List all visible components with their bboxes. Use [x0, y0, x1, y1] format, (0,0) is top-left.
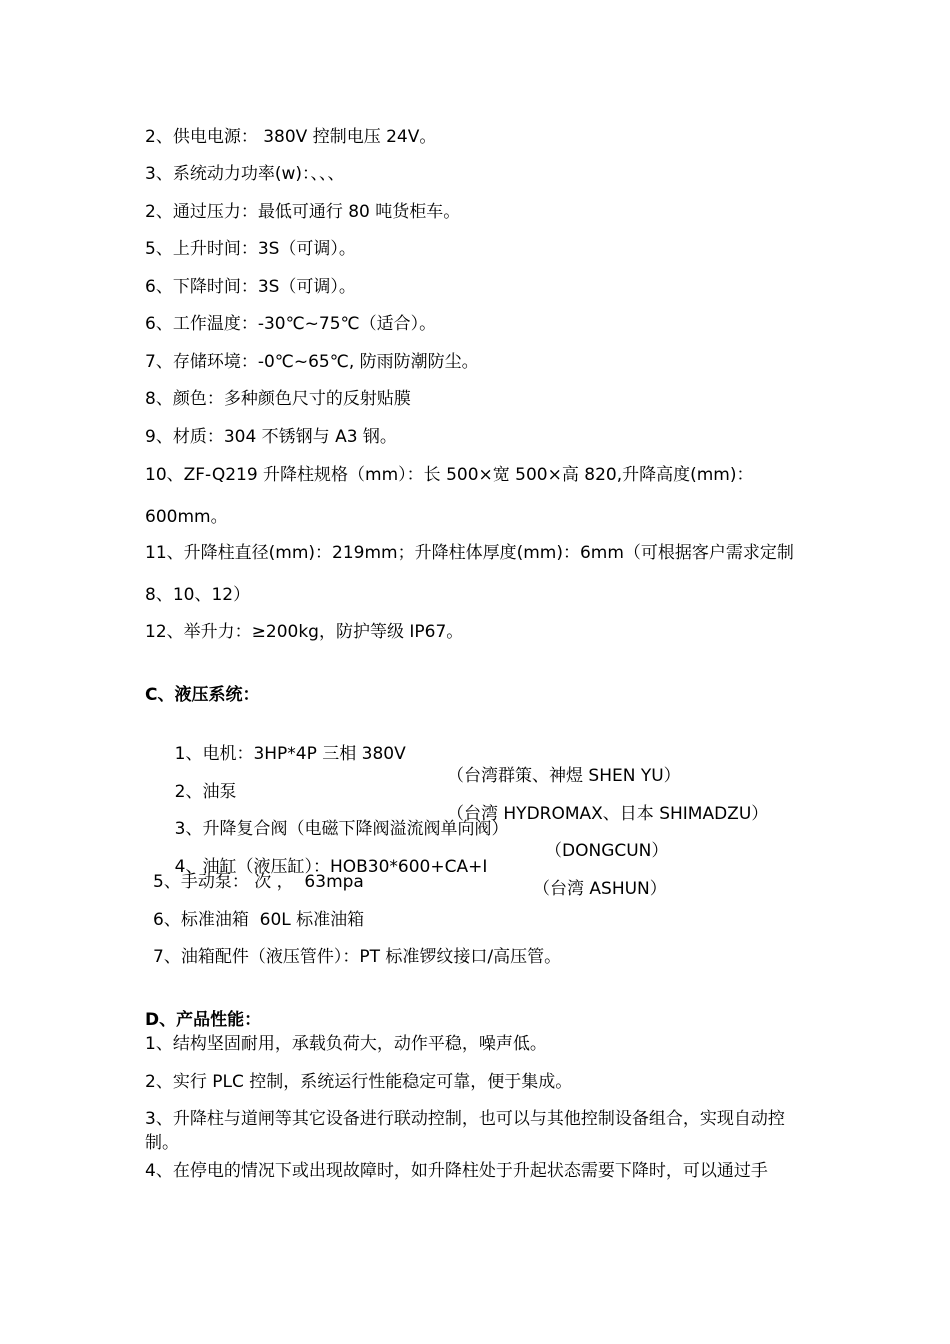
performance-item-power-failure: 4、在停电的情况下或出现故障时，如升降柱处于升起状态需要下降时，可以通过手 — [145, 1161, 768, 1181]
spec-item-diameter: 11、升降柱直径(mm)：219mm；升降柱体厚度(mm)：6mm（可根据客户需求定制 — [145, 543, 794, 563]
spec-item-power-rating: 3、系统动力功率(w)：、、、 — [145, 164, 345, 184]
hydraulic-item-text: 1、电机：3HP*4P 三相 380V — [174, 744, 406, 764]
section-d-heading: D、产品性能： — [145, 1010, 262, 1030]
spec-item-material: 9、材质：304 不锈钢与 A3 钢。 — [145, 427, 397, 447]
hydraulic-item-brand: （DONGCUN） — [545, 841, 669, 861]
hydraulic-item-hand-pump: 5、手动泵： 次 ， 63mpa — [153, 872, 364, 892]
spec-item-fall-time: 6、下降时间：3S（可调）。 — [145, 277, 356, 297]
hydraulic-item-oil-tank: 6、标准油箱 60L 标准油箱 — [153, 910, 365, 930]
spec-item-storage-env: 7、存储环境：-0℃~65℃, 防雨防潮防尘。 — [145, 352, 479, 372]
hydraulic-item-brand: （台湾 ASHUN） — [533, 879, 667, 899]
spec-item-pass-pressure: 2、通过压力：最低可通行 80 吨货柜车。 — [145, 202, 461, 222]
spec-item-diameter-cont: 8、10、12） — [145, 585, 251, 605]
spec-item-power-supply: 2、供电电源： 380V 控制电压 24V。 — [145, 127, 437, 147]
hydraulic-item-tank-fittings: 7、油箱配件（液压管件）：PT 标准锣纹接口/高压管。 — [153, 947, 562, 967]
hydraulic-item-motor — [153, 721, 681, 786]
hydraulic-item-text: 2、油泵 — [174, 782, 237, 802]
performance-item-structure: 1、结构坚固耐用，承载负荷大，动作平稳，噪声低。 — [145, 1034, 547, 1054]
spec-item-dimensions-cont: 600mm。 — [145, 507, 228, 527]
hydraulic-item-brand: （台湾群策、神煜 SHEN YU） — [447, 766, 681, 786]
spec-item-working-temp: 6、工作温度：-30℃~75℃（适合）。 — [145, 314, 437, 334]
spec-item-color: 8、颜色：多种颜色尺寸的反射贴膜 — [145, 389, 411, 409]
hydraulic-item-text: 3、升降复合阀（电磁下降阀溢流阀单向阀） — [174, 819, 509, 839]
performance-item-plc: 2、实行 PLC 控制，系统运行性能稳定可靠，便于集成。 — [145, 1072, 573, 1092]
section-c-heading: C、液压系统： — [145, 685, 260, 705]
spec-item-dimensions: 10、ZF-Q219 升降柱规格（mm）：长 500×宽 500×高 820,升降高度(mm)： — [145, 465, 754, 485]
hydraulic-item-text: 4、油缸（液压缸）：HOB30*600+CA+I — [174, 857, 488, 877]
spec-item-rise-time: 5、上升时间：3S（可调）。 — [145, 239, 356, 259]
performance-item-linkage: 3、升降柱与道闸等其它设备进行联动控制，也可以与其他控制设备组合，实现自动控制。 — [145, 1109, 785, 1153]
spec-item-lift-force: 12、举升力：≥200kg，防护等级 IP67。 — [145, 622, 464, 642]
hydraulic-item-brand: （台湾 HYDROMAX、日本 SHIMADZU） — [447, 804, 769, 824]
